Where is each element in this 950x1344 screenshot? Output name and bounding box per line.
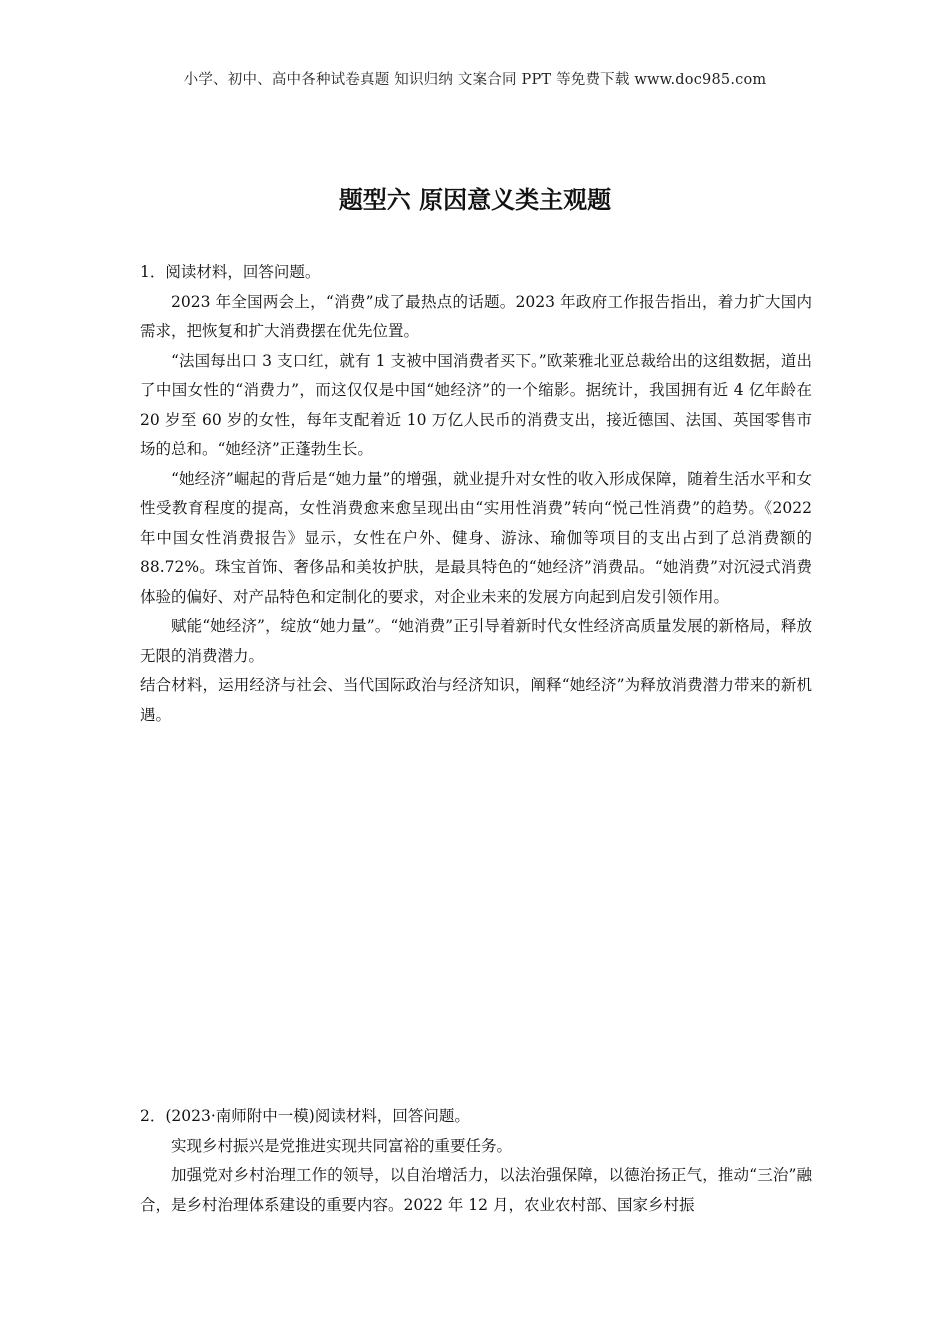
page-title: 题型六 原因意义类主观题 xyxy=(338,186,612,214)
material-paragraph: 赋能“她经济”，绽放“她力量”。“她消费”正引导着新时代女性经济高质量发展的新格局，释放无限的消费潜力。 xyxy=(140,617,812,665)
question-1-stem: 1．阅读材料，回答问题。 xyxy=(140,263,321,281)
page-header: 小学、初中、高中各种试卷真题 知识归纳 文案合同 PPT 等免费下载 www.doc985.com xyxy=(183,72,767,88)
material-paragraph: 实现乡村振兴是党推进实现共同富裕的重要任务。 xyxy=(171,1136,513,1155)
question-2 xyxy=(140,1102,812,1220)
material-paragraph: 加强党对乡村治理工作的领导，以自治增活力，以法治强保障，以德治扬正气，推动“三治”融合，是乡村治理体系建设的重要内容。2022 年 12 月，农业农村部、国家乡村振 xyxy=(140,1166,812,1214)
question-1-task: 结合材料，运用经济与社会、当代国际政治与经济知识，阐释“她经济”为释放消费潜力带来的新机遇。 xyxy=(140,676,812,724)
material-paragraph: “她经济”崛起的背后是“她力量”的增强，就业提升对女性的收入形成保障，随着生活水平和女性受教育程度的提高，女性消费愈来愈呈现出由“实用性消费”转向“悦己性消费”的趋势。《2022 年中国女性消费报告》显示，女性在户外、健身、游泳、瑜伽等项目的支出占到了总消费额的 88.72%。珠宝首饰、奢侈品和美妆护肤，是最具特色的“她经济”消费品。“她消费”对沉浸式消费体验的偏好、对产品特色和定制化的要求，对企业未来的发展方向起到启发引领作用。 xyxy=(140,469,812,606)
material-paragraph: 2023 年全国两会上，“消费”成了最热点的话题。2023 年政府工作报告指出，着力扩大国内需求，把恢复和扩大消费摆在优先位置。 xyxy=(140,292,812,340)
material-paragraph: “法国每出口 3 支口红，就有 1 支被中国消费者买下。”欧莱雅北亚总裁给出的这组数据，道出了中国女性的“消费力”，而这仅仅是中国“她经济”的一个缩影。据统计，我国拥有近 4 亿年龄在 20 岁至 60 岁的女性，每年支配着近 10 万亿人民币的消费支出，接近德国、法国、英国零售市场的总和。“她经济”正蓬勃生长。 xyxy=(140,351,812,458)
question-2-stem: 2．(2023·南师附中一模)阅读材料，回答问题。 xyxy=(140,1107,470,1125)
question-1 xyxy=(140,258,812,730)
